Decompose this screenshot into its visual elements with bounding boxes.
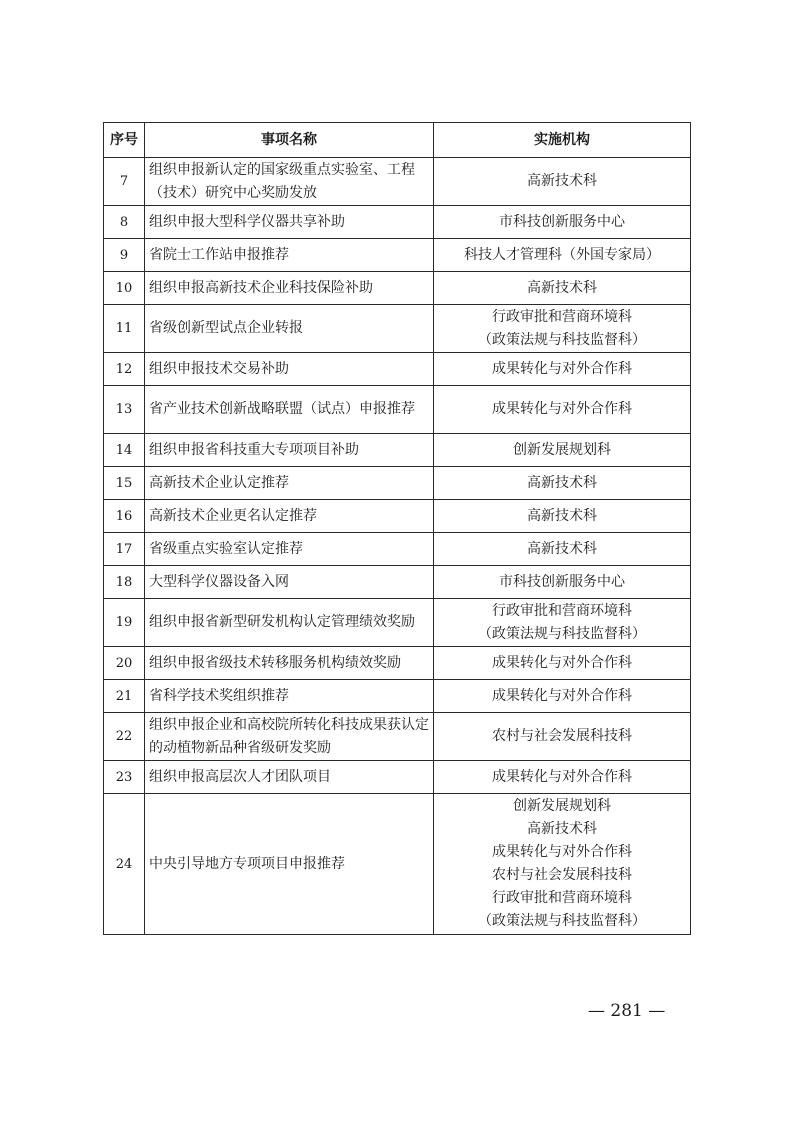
org-line: 成果转化与对外合作科: [492, 360, 632, 377]
org-line: 行政审批和营商环境科: [492, 308, 632, 325]
header-no: 序号: [104, 123, 145, 158]
org-line: 成果转化与对外合作科: [492, 687, 632, 704]
implementing-org: [434, 500, 691, 533]
table-row: [104, 761, 691, 794]
org-line: 市科技创新服务中心: [499, 213, 625, 230]
table-header-row: [104, 123, 691, 158]
implementing-org: [434, 566, 691, 599]
table-row: [104, 386, 691, 434]
implementing-org: [434, 713, 691, 761]
org-line: 创新发展规划科: [513, 441, 611, 458]
table-row: [104, 353, 691, 386]
org-line: 科技人才管理科（外国专家局）: [464, 246, 660, 263]
implementing-org: [434, 386, 691, 434]
item-name: 组织申报大型科学仪器共享补助: [145, 206, 434, 239]
implementing-org: [434, 272, 691, 305]
org-line: 成果转化与对外合作科: [492, 654, 632, 671]
implementing-org: [434, 434, 691, 467]
row-number: 7: [104, 158, 145, 206]
item-name: 高新技术企业更名认定推荐: [145, 500, 434, 533]
org-line: 成果转化与对外合作科: [492, 844, 632, 860]
item-name: 高新技术企业认定推荐: [145, 467, 434, 500]
row-number: 23: [104, 761, 145, 794]
table-row: [104, 158, 691, 206]
org-line: 创新发展规划科: [513, 798, 611, 814]
row-number: 8: [104, 206, 145, 239]
implementing-org: [434, 599, 691, 647]
table-row: [104, 467, 691, 500]
implementing-org: [434, 794, 691, 935]
item-name: 组织申报企业和高校院所转化科技成果获认定的动植物新品种省级研发奖励: [145, 713, 434, 761]
item-name: 组织申报技术交易补助: [145, 353, 434, 386]
org-line: 成果转化与对外合作科: [492, 768, 632, 785]
implementing-org: [434, 680, 691, 713]
table-row: [104, 239, 691, 272]
item-name: 省级创新型试点企业转报: [145, 305, 434, 353]
item-name: 省科学技术奖组织推荐: [145, 680, 434, 713]
org-line: 市科技创新服务中心: [499, 573, 625, 590]
implementing-org: [434, 206, 691, 239]
org-line: 高新技术科: [527, 507, 597, 524]
implementing-org: [434, 467, 691, 500]
implementing-org: [434, 305, 691, 353]
row-number: 11: [104, 305, 145, 353]
row-number: 12: [104, 353, 145, 386]
table-row: [104, 305, 691, 353]
row-number: 10: [104, 272, 145, 305]
table-row: [104, 599, 691, 647]
row-number: 17: [104, 533, 145, 566]
row-number: 18: [104, 566, 145, 599]
table-row: [104, 713, 691, 761]
table-row: [104, 434, 691, 467]
org-line: 行政审批和营商环境科: [492, 602, 632, 619]
implementing-org: [434, 761, 691, 794]
org-line: 成果转化与对外合作科: [492, 401, 632, 417]
item-name: 组织申报省级技术转移服务机构绩效奖励: [145, 647, 434, 680]
org-line: （政策法规与科技监督科）: [478, 625, 646, 642]
row-number: 20: [104, 647, 145, 680]
item-name: 组织申报高层次人才团队项目: [145, 761, 434, 794]
implementing-org: [434, 158, 691, 206]
item-name: 省产业技术创新战略联盟（试点）申报推荐: [145, 386, 434, 434]
item-name: 组织申报新认定的国家级重点实验室、工程（技术）研究中心奖励发放: [145, 158, 434, 206]
org-line: 高新技术科: [527, 474, 597, 491]
row-number: 16: [104, 500, 145, 533]
table-row: [104, 566, 691, 599]
org-line: 高新技术科: [527, 821, 597, 837]
table-row: [104, 272, 691, 305]
table-body: [104, 158, 691, 935]
table-row: [104, 647, 691, 680]
item-name: 省级重点实验室认定推荐: [145, 533, 434, 566]
org-line: 高新技术科: [527, 173, 597, 189]
implementing-org: [434, 533, 691, 566]
table-row: [104, 794, 691, 935]
org-line: 农村与社会发展科技科: [492, 728, 632, 744]
row-number: 9: [104, 239, 145, 272]
org-line: 行政审批和营商环境科: [492, 890, 632, 906]
item-name: 组织申报省科技重大专项项目补助: [145, 434, 434, 467]
implementing-org: [434, 353, 691, 386]
row-number: 14: [104, 434, 145, 467]
org-line: 农村与社会发展科技科: [492, 867, 632, 883]
table-row: [104, 500, 691, 533]
header-org: 实施机构: [434, 123, 691, 158]
row-number: 21: [104, 680, 145, 713]
table-row: [104, 533, 691, 566]
table-row: [104, 680, 691, 713]
item-name: 组织申报省新型研发机构认定管理绩效奖励: [145, 599, 434, 647]
items-table: [103, 122, 691, 935]
implementing-org: [434, 239, 691, 272]
item-name: 中央引导地方专项项目申报推荐: [145, 794, 434, 935]
row-number: 24: [104, 794, 145, 935]
row-number: 13: [104, 386, 145, 434]
org-line: （政策法规与科技监督科）: [478, 913, 646, 929]
item-name: 组织申报高新技术企业科技保险补助: [145, 272, 434, 305]
row-number: 19: [104, 599, 145, 647]
page-number: — 281 —: [588, 1001, 666, 1021]
org-line: （政策法规与科技监督科）: [478, 331, 646, 348]
org-line: 高新技术科: [527, 540, 597, 557]
item-name: 大型科学仪器设备入网: [145, 566, 434, 599]
item-name: 省院士工作站申报推荐: [145, 239, 434, 272]
header-name: 事项名称: [145, 123, 434, 158]
row-number: 22: [104, 713, 145, 761]
org-line: 高新技术科: [527, 279, 597, 296]
table-row: [104, 206, 691, 239]
row-number: 15: [104, 467, 145, 500]
implementing-org: [434, 647, 691, 680]
